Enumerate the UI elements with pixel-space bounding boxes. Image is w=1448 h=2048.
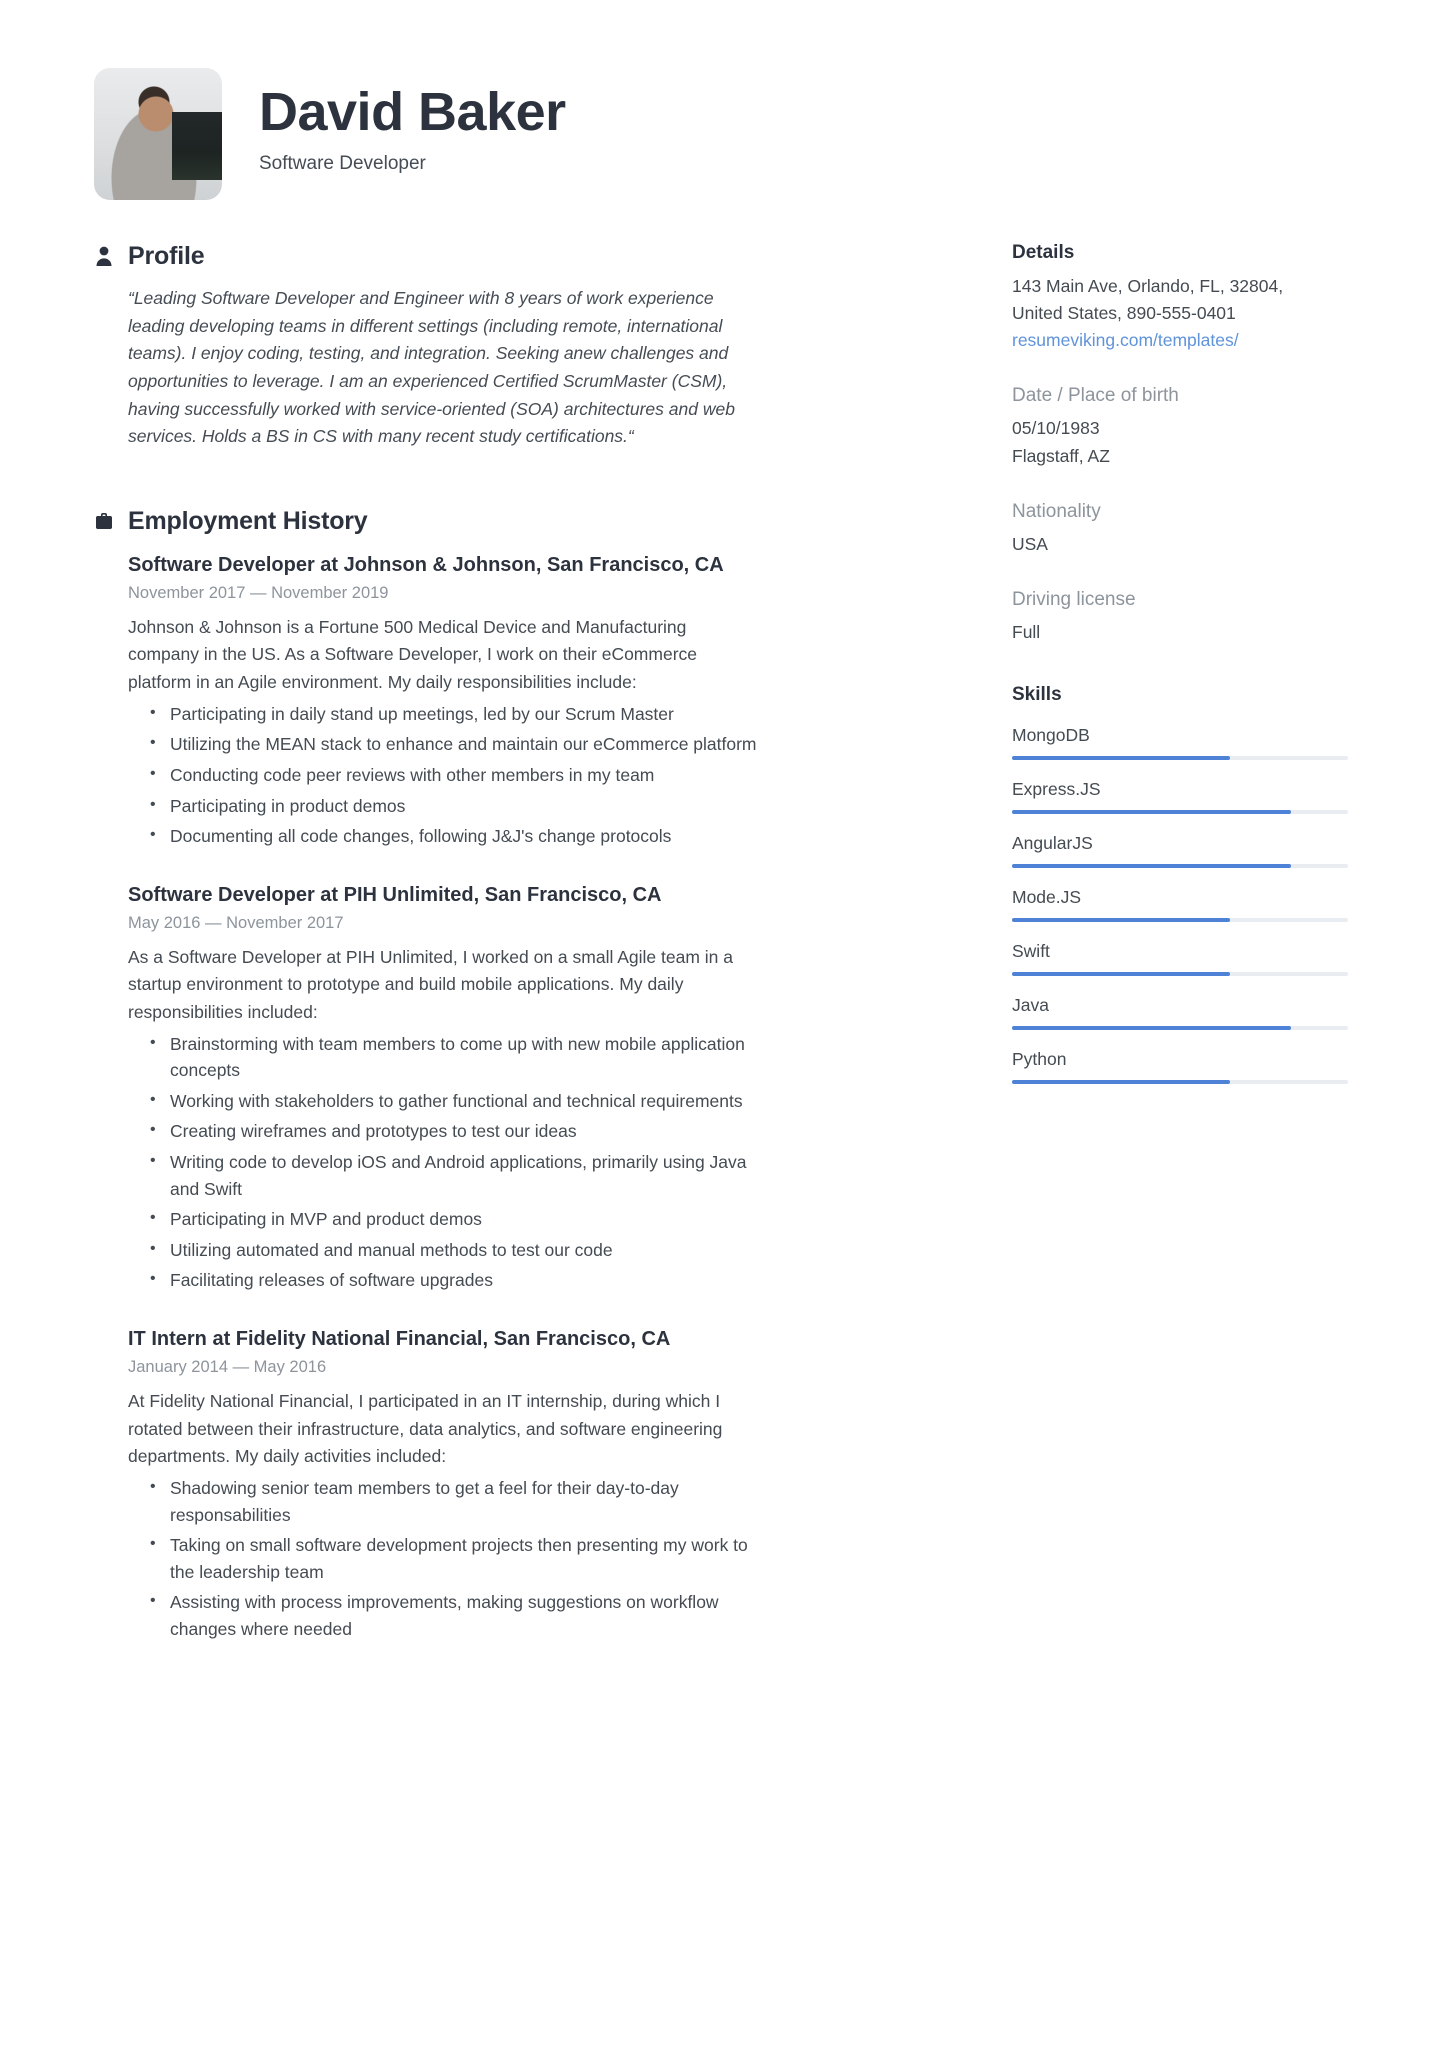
profile-text: “Leading Software Developer and Engineer with 8 years of work experience leading developing teams in different settings (including remote, international teams). I enjoy coding, testing, and integration. Seeking anew challenges and opportunities to leverage. I am an experienced Certified ScrumMaster (CSM), having successfully worked with service-oriented (SOA) architectures and web services. Holds a BS in CS with many recent study certifications.“ [128, 288, 735, 447]
job-bullet: • Brainstorming with team members to come up with new mobile application concepts [128, 1031, 762, 1084]
driving-license-group [1012, 589, 1348, 646]
birth-place: Flagstaff, AZ [1012, 445, 1110, 466]
skill-bar-fill [1012, 756, 1230, 760]
address-line-1: 143 Main Ave, Orlando, FL, 32804, [1012, 276, 1284, 296]
job-bullet: • Participating in product demos [128, 793, 762, 820]
candidate-name: David Baker [259, 82, 566, 142]
briefcase-icon [94, 510, 114, 532]
skill-bar [1012, 1080, 1348, 1084]
job-bullet: • Participating in daily stand up meetings, led by our Scrum Master [128, 701, 762, 728]
skill-name: Express.JS [1012, 778, 1101, 799]
skill-bar-fill [1012, 972, 1230, 976]
skill-bar-fill [1012, 918, 1230, 922]
job-entry [128, 884, 762, 1294]
driving-license-label: Driving license [1012, 588, 1136, 610]
job-bullet-list [128, 701, 762, 850]
employment-section [94, 507, 762, 1643]
skill-name: Mode.JS [1012, 886, 1082, 907]
birth-label: Date / Place of birth [1012, 385, 1179, 407]
job-dates: November 2017 — November 2019 [128, 583, 389, 602]
birth-group [1012, 385, 1348, 469]
sidebar [1012, 242, 1348, 1642]
skill-item [1012, 941, 1348, 976]
job-entry [128, 1328, 762, 1642]
skill-item [1012, 833, 1348, 868]
skill-bar [1012, 918, 1348, 922]
job-entry [128, 554, 762, 850]
person-icon [94, 246, 114, 268]
nationality-group [1012, 501, 1348, 558]
job-intro: At Fidelity National Financial, I participated in an IT internship, during which I rotated between their infrastructure, data analytics, and software engineering departments. My daily activities included: [128, 1391, 723, 1467]
details-heading: Details [1012, 242, 1075, 263]
job-bullet: • Documenting all code changes, following J&J's change protocols [128, 823, 762, 850]
job-bullet: • Assisting with process improvements, making suggestions on workflow changes where needed [128, 1589, 762, 1642]
profile-section [94, 242, 762, 451]
job-title: IT Intern at Fidelity National Financial, San Francisco, CA [128, 1328, 671, 1350]
job-bullet: • Facilitating releases of software upgrades [128, 1267, 762, 1294]
skill-bar [1012, 810, 1348, 814]
skill-name: MongoDB [1012, 724, 1090, 745]
birth-date: 05/10/1983 [1012, 418, 1100, 439]
profile-photo [94, 68, 222, 200]
job-intro: Johnson & Johnson is a Fortune 500 Medical Device and Manufacturing company in the US. As a Software Developer, I work on their eCommerce platform in an Agile environment. My daily responsibilities include: [128, 616, 698, 693]
job-bullet-list [128, 1475, 762, 1643]
skill-name: AngularJS [1012, 832, 1093, 853]
skill-bar [1012, 1026, 1348, 1030]
job-bullet: • Conducting code peer reviews with other members in my team [128, 762, 762, 789]
job-bullet: • Working with stakeholders to gather functional and technical requirements [128, 1088, 762, 1115]
job-bullet: • Creating wireframes and prototypes to test our ideas [128, 1118, 762, 1145]
name-block [259, 84, 566, 200]
address-line-2: United States, 890-555-0401 [1012, 303, 1236, 324]
job-bullet: • Utilizing automated and manual methods to test our code [128, 1237, 762, 1264]
job-intro: As a Software Developer at PIH Unlimited, I worked on a small Agile team in a startup environment to prototype and build mobile applications. My daily responsibilities included: [128, 946, 733, 1023]
main-column [94, 242, 762, 1642]
job-title: Software Developer at Johnson & Johnson, San Francisco, CA [128, 553, 724, 576]
skill-name: Python [1012, 1048, 1067, 1069]
nationality-value: USA [1012, 533, 1048, 554]
skill-bar-fill [1012, 1080, 1230, 1084]
driving-license-value: Full [1012, 621, 1041, 642]
website-link[interactable]: resumeviking.com/templates/ [1012, 330, 1239, 351]
resume-header [94, 68, 1348, 200]
skill-bar [1012, 756, 1348, 760]
skill-item [1012, 779, 1348, 814]
skill-bar [1012, 864, 1348, 868]
skill-bar [1012, 972, 1348, 976]
skill-bar-fill [1012, 810, 1291, 814]
job-title: Software Developer at PIH Unlimited, San Francisco, CA [128, 883, 662, 906]
job-bullet-list [128, 1031, 762, 1294]
skills-heading: Skills [1012, 683, 1062, 705]
skill-item [1012, 995, 1348, 1030]
nationality-label: Nationality [1012, 500, 1101, 522]
employment-heading: Employment History [128, 506, 368, 535]
job-dates: January 2014 — May 2016 [128, 1358, 327, 1376]
candidate-title: Software Developer [259, 152, 426, 174]
skill-bar-fill [1012, 864, 1291, 868]
skill-bar-fill [1012, 1026, 1291, 1030]
job-bullet: • Participating in MVP and product demos [128, 1206, 762, 1233]
job-bullet: • Shadowing senior team members to get a feel for their day-to-day responsabilities [128, 1475, 762, 1528]
skill-name: Java [1012, 994, 1049, 1015]
job-bullet: • Taking on small software development projects then presenting my work to the leadership team [128, 1532, 762, 1585]
skill-name: Swift [1012, 940, 1050, 961]
profile-heading: Profile [128, 242, 205, 270]
skill-item [1012, 887, 1348, 922]
skills-section [1012, 684, 1348, 1084]
skill-item [1012, 1049, 1348, 1084]
job-dates: May 2016 — November 2017 [128, 913, 344, 932]
skill-item [1012, 725, 1348, 760]
job-bullet: • Writing code to develop iOS and Android applications, primarily using Java and Swift [128, 1149, 762, 1202]
job-bullet: • Utilizing the MEAN stack to enhance and maintain our eCommerce platform [128, 731, 762, 758]
